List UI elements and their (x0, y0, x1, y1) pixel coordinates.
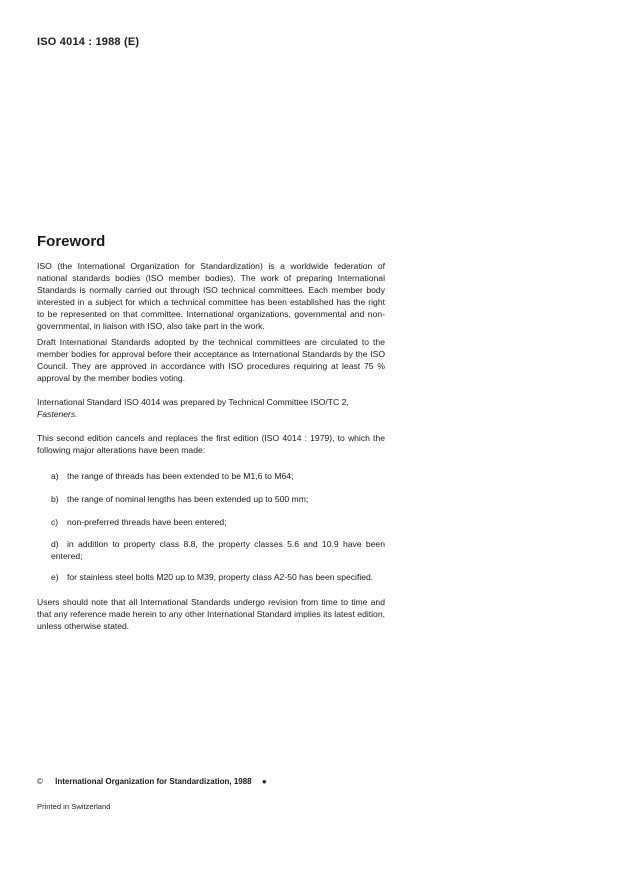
paragraph-iso-intro: ISO (the International Organization for Standardization) is a worldwide federation of national standards bodies (ISO member bodies). The work of preparing International Standards is normally carried out through ISO technical committees. Each member body interested in a subject for which a technical committee has been established has the right to be represented on that committee. International organizations, governmental and non-governmental, in liaison with ISO, also take part in the work. (37, 261, 385, 331)
prepared-by-text: International Standard ISO 4014 was prepared by Technical Committee ISO/TC 2, (37, 397, 349, 407)
bullet-icon: ● (261, 777, 267, 786)
list-item (51, 516, 385, 528)
list-item (51, 493, 385, 505)
item-text: non-preferred threads have been entered; (67, 517, 227, 527)
copyright-icon: © (37, 777, 43, 786)
list-item (51, 571, 385, 583)
item-text: for stainless steel bolts M20 up to M39, property class A2-50 has been specified. (67, 572, 374, 582)
paragraph-second-edition: This second edition cancels and replaces the first edition (ISO 4014 : 1979), to which the following major alterations have been made: (37, 433, 385, 455)
list-item (51, 538, 385, 562)
list-item (51, 470, 385, 482)
paragraph-prepared-by (37, 396, 385, 420)
paragraph-closing: Users should note that all International Standards undergo revision from time to time and that any reference made herein to any other International Standard implies its latest edition, unless otherwise stated. (37, 597, 385, 631)
item-text: the range of threads has been extended to be M1,6 to M64; (67, 471, 294, 481)
item-label: e) (51, 572, 59, 582)
item-text: in addition to property class 8.8, the property classes 5.6 and 10.9 have been entered; (51, 539, 385, 561)
paragraph-draft-standards: Draft International Standards adopted by the technical committees are circulated to the member bodies for approval before their acceptance as International Standards by the ISO Council. They are approved in accordance with ISO procedures requiring at least 75 % approval by the member bodies voting. (37, 337, 385, 383)
copyright-text: International Organization for Standardization, 1988 (55, 777, 252, 786)
item-text: the range of nominal lengths has been extended up to 500 mm; (67, 494, 309, 504)
item-label: a) (51, 471, 59, 481)
item-label: b) (51, 494, 59, 504)
committee-name: Fasteners. (37, 409, 78, 419)
copyright-footer (37, 777, 267, 786)
item-label: c) (51, 517, 59, 527)
item-label: d) (51, 539, 59, 549)
printed-in: Printed in Switzerland (37, 802, 111, 811)
section-title: Foreword (37, 233, 106, 250)
document-header: ISO 4014 : 1988 (E) (37, 36, 140, 48)
